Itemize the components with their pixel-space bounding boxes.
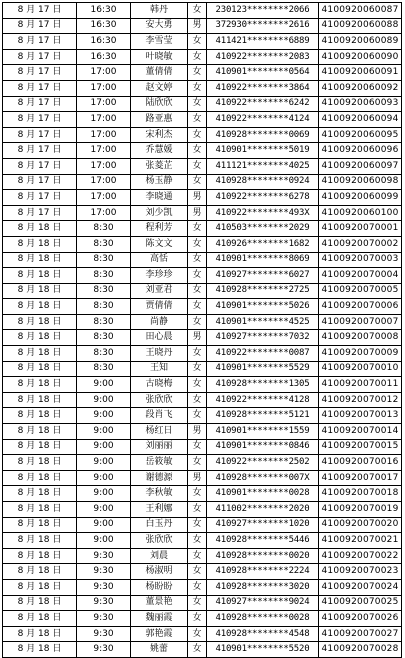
ticket-number-cell: 4100920070015	[319, 439, 402, 455]
gender-cell: 女	[188, 314, 207, 330]
name-cell: 安大勇	[131, 18, 188, 34]
id-number-cell: 410922********2083	[207, 49, 319, 65]
table-row	[3, 112, 402, 128]
name-cell: 刘少凯	[131, 205, 188, 221]
ticket-number-cell: 4100920070016	[319, 455, 402, 471]
name-cell: 张菱芷	[131, 158, 188, 174]
id-number-cell: 410901********1559	[207, 424, 319, 440]
time-cell: 17:00	[77, 80, 131, 96]
date-cell: 8 月 18 日	[3, 346, 77, 362]
date-cell: 8 月 18 日	[3, 439, 77, 455]
table-row	[3, 283, 402, 299]
time-cell: 9:30	[77, 626, 131, 642]
gender-cell: 女	[188, 361, 207, 377]
time-cell: 9:00	[77, 486, 131, 502]
gender-cell: 女	[188, 611, 207, 627]
time-cell: 9:30	[77, 548, 131, 564]
ticket-number-cell: 4100920060099	[319, 190, 402, 206]
date-cell: 8 月 17 日	[3, 112, 77, 128]
date-cell: 8 月 17 日	[3, 80, 77, 96]
table-row	[3, 408, 402, 424]
table-row	[3, 548, 402, 564]
ticket-number-cell: 4100920070004	[319, 268, 402, 284]
time-cell: 9:00	[77, 439, 131, 455]
id-number-cell: 410927********9024	[207, 595, 319, 611]
id-number-cell: 410928********2224	[207, 564, 319, 580]
time-cell: 9:30	[77, 564, 131, 580]
date-cell: 8 月 18 日	[3, 642, 77, 658]
table-row	[3, 221, 402, 237]
gender-cell: 女	[188, 236, 207, 252]
name-cell: 古晓梅	[131, 377, 188, 393]
time-cell: 8:30	[77, 221, 131, 237]
table-row	[3, 190, 402, 206]
date-cell: 8 月 18 日	[3, 502, 77, 518]
date-cell: 8 月 17 日	[3, 143, 77, 159]
date-cell: 8 月 18 日	[3, 236, 77, 252]
gender-cell: 女	[188, 96, 207, 112]
date-cell: 8 月 17 日	[3, 96, 77, 112]
name-cell: 韩丹	[131, 3, 188, 19]
name-cell: 陈文文	[131, 236, 188, 252]
id-number-cell: 410901********4525	[207, 314, 319, 330]
id-number-cell: 411121********4025	[207, 158, 319, 174]
name-cell: 郭艳霞	[131, 626, 188, 642]
time-cell: 17:00	[77, 96, 131, 112]
id-number-cell: 372930********2616	[207, 18, 319, 34]
ticket-number-cell: 4100920070019	[319, 502, 402, 518]
id-number-cell: 410927********6027	[207, 268, 319, 284]
date-cell: 8 月 18 日	[3, 299, 77, 315]
date-cell: 8 月 17 日	[3, 127, 77, 143]
name-cell: 李雪莹	[131, 34, 188, 50]
id-number-cell: 410922********6278	[207, 190, 319, 206]
ticket-number-cell: 4100920070001	[319, 221, 402, 237]
ticket-number-cell: 4100920060092	[319, 80, 402, 96]
time-cell: 8:30	[77, 346, 131, 362]
ticket-number-cell: 4100920070023	[319, 564, 402, 580]
gender-cell: 女	[188, 455, 207, 471]
ticket-number-cell: 4100920060088	[319, 18, 402, 34]
gender-cell: 女	[188, 564, 207, 580]
table-row	[3, 533, 402, 549]
ticket-number-cell: 4100920060093	[319, 96, 402, 112]
date-cell: 8 月 18 日	[3, 486, 77, 502]
ticket-number-cell: 4100920070006	[319, 299, 402, 315]
name-cell: 张欣欣	[131, 392, 188, 408]
gender-cell: 男	[188, 205, 207, 221]
name-cell: 王利娜	[131, 502, 188, 518]
date-cell: 8 月 18 日	[3, 470, 77, 486]
table-row	[3, 3, 402, 19]
table-row	[3, 595, 402, 611]
time-cell: 17:00	[77, 143, 131, 159]
gender-cell: 女	[188, 143, 207, 159]
date-cell: 8 月 18 日	[3, 314, 77, 330]
name-cell: 姚蕾	[131, 642, 188, 658]
id-number-cell: 410928********4548	[207, 626, 319, 642]
name-cell: 李晓通	[131, 190, 188, 206]
name-cell: 刘丽丽	[131, 439, 188, 455]
time-cell: 9:30	[77, 579, 131, 595]
id-number-cell: 410901********5019	[207, 143, 319, 159]
id-number-cell: 410928********5121	[207, 408, 319, 424]
table-row	[3, 34, 402, 50]
name-cell: 高恬	[131, 252, 188, 268]
ticket-number-cell: 4100920060097	[319, 158, 402, 174]
date-cell: 8 月 17 日	[3, 158, 77, 174]
date-cell: 8 月 18 日	[3, 424, 77, 440]
table-row	[3, 268, 402, 284]
time-cell: 8:30	[77, 314, 131, 330]
id-number-cell: 410503********2029	[207, 221, 319, 237]
time-cell: 16:30	[77, 18, 131, 34]
table-row	[3, 392, 402, 408]
roster-table	[2, 2, 402, 658]
gender-cell: 女	[188, 221, 207, 237]
gender-cell: 女	[188, 49, 207, 65]
name-cell: 魏丽霞	[131, 611, 188, 627]
table-row	[3, 314, 402, 330]
date-cell: 8 月 18 日	[3, 392, 77, 408]
ticket-number-cell: 4100920070017	[319, 470, 402, 486]
date-cell: 8 月 18 日	[3, 611, 77, 627]
name-cell: 杨红日	[131, 424, 188, 440]
ticket-number-cell: 4100920070003	[319, 252, 402, 268]
gender-cell: 女	[188, 408, 207, 424]
date-cell: 8 月 18 日	[3, 377, 77, 393]
table-row	[3, 377, 402, 393]
id-number-cell: 410928********1305	[207, 377, 319, 393]
gender-cell: 女	[188, 392, 207, 408]
gender-cell: 女	[188, 112, 207, 128]
date-cell: 8 月 18 日	[3, 361, 77, 377]
name-cell: 乔慧媛	[131, 143, 188, 159]
time-cell: 9:00	[77, 408, 131, 424]
ticket-number-cell: 4100920060089	[319, 34, 402, 50]
date-cell: 8 月 18 日	[3, 564, 77, 580]
gender-cell: 女	[188, 268, 207, 284]
ticket-number-cell: 4100920070020	[319, 517, 402, 533]
time-cell: 17:00	[77, 158, 131, 174]
name-cell: 杨玉静	[131, 174, 188, 190]
ticket-number-cell: 4100920070007	[319, 314, 402, 330]
name-cell: 陆欣欣	[131, 96, 188, 112]
name-cell: 贾倩倩	[131, 299, 188, 315]
date-cell: 8 月 18 日	[3, 548, 77, 564]
time-cell: 9:00	[77, 424, 131, 440]
date-cell: 8 月 17 日	[3, 49, 77, 65]
table-row	[3, 236, 402, 252]
table-row	[3, 127, 402, 143]
id-number-cell: 410922********493X	[207, 205, 319, 221]
id-number-cell: 410928********2725	[207, 283, 319, 299]
time-cell: 8:30	[77, 236, 131, 252]
time-cell: 9:00	[77, 455, 131, 471]
date-cell: 8 月 18 日	[3, 595, 77, 611]
gender-cell: 女	[188, 283, 207, 299]
table-row	[3, 424, 402, 440]
ticket-number-cell: 4100920070013	[319, 408, 402, 424]
name-cell: 李珍珍	[131, 268, 188, 284]
date-cell: 8 月 18 日	[3, 408, 77, 424]
time-cell: 17:00	[77, 112, 131, 128]
table-row	[3, 579, 402, 595]
gender-cell: 女	[188, 502, 207, 518]
ticket-number-cell: 4100920070009	[319, 346, 402, 362]
date-cell: 8 月 17 日	[3, 3, 77, 19]
name-cell: 董景艳	[131, 595, 188, 611]
time-cell: 9:30	[77, 611, 131, 627]
time-cell: 17:00	[77, 190, 131, 206]
name-cell: 赵文婷	[131, 80, 188, 96]
ticket-number-cell: 4100920070011	[319, 377, 402, 393]
time-cell: 9:00	[77, 533, 131, 549]
date-cell: 8 月 18 日	[3, 252, 77, 268]
date-cell: 8 月 17 日	[3, 65, 77, 81]
date-cell: 8 月 18 日	[3, 626, 77, 642]
ticket-number-cell: 4100920060098	[319, 174, 402, 190]
id-number-cell: 410922********0087	[207, 346, 319, 362]
roster-body	[3, 3, 402, 658]
table-row	[3, 174, 402, 190]
time-cell: 9:00	[77, 377, 131, 393]
gender-cell: 女	[188, 158, 207, 174]
time-cell: 8:30	[77, 268, 131, 284]
name-cell: 李秋敏	[131, 486, 188, 502]
id-number-cell: 410901********0846	[207, 439, 319, 455]
id-number-cell: 410928********0020	[207, 548, 319, 564]
gender-cell: 女	[188, 579, 207, 595]
ticket-number-cell: 4100920060094	[319, 112, 402, 128]
id-number-cell: 410901********5520	[207, 642, 319, 658]
name-cell: 路亚惠	[131, 112, 188, 128]
table-row	[3, 611, 402, 627]
time-cell: 17:00	[77, 127, 131, 143]
time-cell: 9:30	[77, 642, 131, 658]
ticket-number-cell: 4100920070024	[319, 579, 402, 595]
time-cell: 9:30	[77, 595, 131, 611]
name-cell: 宋利杰	[131, 127, 188, 143]
date-cell: 8 月 17 日	[3, 174, 77, 190]
name-cell: 谢德源	[131, 470, 188, 486]
ticket-number-cell: 4100920060096	[319, 143, 402, 159]
time-cell: 9:00	[77, 392, 131, 408]
id-number-cell: 410928********007X	[207, 470, 319, 486]
name-cell: 叶晓敏	[131, 49, 188, 65]
table-row	[3, 49, 402, 65]
name-cell: 尚静	[131, 314, 188, 330]
ticket-number-cell: 4100920070014	[319, 424, 402, 440]
name-cell: 段肖飞	[131, 408, 188, 424]
ticket-number-cell: 4100920060087	[319, 3, 402, 19]
table-row	[3, 65, 402, 81]
time-cell: 8:30	[77, 283, 131, 299]
gender-cell: 女	[188, 127, 207, 143]
gender-cell: 男	[188, 330, 207, 346]
ticket-number-cell: 4100920070026	[319, 611, 402, 627]
id-number-cell: 410928********0924	[207, 174, 319, 190]
date-cell: 8 月 17 日	[3, 18, 77, 34]
id-number-cell: 410928********0028	[207, 611, 319, 627]
table-row	[3, 470, 402, 486]
table-row	[3, 361, 402, 377]
name-cell: 白玉丹	[131, 517, 188, 533]
table-row	[3, 299, 402, 315]
roster-sheet	[2, 2, 401, 658]
name-cell: 刘亚君	[131, 283, 188, 299]
gender-cell: 女	[188, 626, 207, 642]
date-cell: 8 月 18 日	[3, 579, 77, 595]
table-row	[3, 564, 402, 580]
gender-cell: 女	[188, 3, 207, 19]
time-cell: 16:30	[77, 3, 131, 19]
id-number-cell: 410901********5529	[207, 361, 319, 377]
table-row	[3, 330, 402, 346]
gender-cell: 女	[188, 80, 207, 96]
gender-cell: 女	[188, 517, 207, 533]
ticket-number-cell: 4100920070008	[319, 330, 402, 346]
time-cell: 17:00	[77, 65, 131, 81]
gender-cell: 女	[188, 65, 207, 81]
ticket-number-cell: 4100920070018	[319, 486, 402, 502]
id-number-cell: 410928********0069	[207, 127, 319, 143]
ticket-number-cell: 4100920070028	[319, 642, 402, 658]
date-cell: 8 月 18 日	[3, 455, 77, 471]
gender-cell: 女	[188, 346, 207, 362]
gender-cell: 男	[188, 18, 207, 34]
time-cell: 8:30	[77, 330, 131, 346]
ticket-number-cell: 4100920060100	[319, 205, 402, 221]
date-cell: 8 月 18 日	[3, 533, 77, 549]
name-cell: 张欣欣	[131, 533, 188, 549]
table-row	[3, 626, 402, 642]
date-cell: 8 月 18 日	[3, 268, 77, 284]
id-number-cell: 410922********4124	[207, 112, 319, 128]
table-row	[3, 80, 402, 96]
id-number-cell: 410928********3020	[207, 579, 319, 595]
name-cell: 岳筱敏	[131, 455, 188, 471]
table-row	[3, 439, 402, 455]
gender-cell: 男	[188, 424, 207, 440]
table-row	[3, 158, 402, 174]
gender-cell: 女	[188, 252, 207, 268]
name-cell: 王晓丹	[131, 346, 188, 362]
time-cell: 8:30	[77, 252, 131, 268]
name-cell: 田心晨	[131, 330, 188, 346]
name-cell: 王知	[131, 361, 188, 377]
table-row	[3, 502, 402, 518]
name-cell: 程利芳	[131, 221, 188, 237]
date-cell: 8 月 18 日	[3, 330, 77, 346]
ticket-number-cell: 4100920070005	[319, 283, 402, 299]
time-cell: 16:30	[77, 49, 131, 65]
id-number-cell: 410922********3864	[207, 80, 319, 96]
ticket-number-cell: 4100920060091	[319, 65, 402, 81]
id-number-cell: 410922********2502	[207, 455, 319, 471]
id-number-cell: 410927********7032	[207, 330, 319, 346]
gender-cell: 男	[188, 470, 207, 486]
gender-cell: 女	[188, 533, 207, 549]
name-cell: 董倩倩	[131, 65, 188, 81]
gender-cell: 女	[188, 595, 207, 611]
date-cell: 8 月 18 日	[3, 283, 77, 299]
gender-cell: 女	[188, 174, 207, 190]
id-number-cell: 410901********8069	[207, 252, 319, 268]
id-number-cell: 410901********0564	[207, 65, 319, 81]
id-number-cell: 410927********1020	[207, 517, 319, 533]
date-cell: 8 月 18 日	[3, 221, 77, 237]
table-row	[3, 346, 402, 362]
ticket-number-cell: 4100920070022	[319, 548, 402, 564]
time-cell: 17:00	[77, 174, 131, 190]
ticket-number-cell: 4100920070025	[319, 595, 402, 611]
name-cell: 杨盼盼	[131, 579, 188, 595]
id-number-cell: 411421********6889	[207, 34, 319, 50]
gender-cell: 女	[188, 548, 207, 564]
time-cell: 9:00	[77, 502, 131, 518]
time-cell: 17:00	[77, 205, 131, 221]
id-number-cell: 230123********2066	[207, 3, 319, 19]
ticket-number-cell: 4100920070012	[319, 392, 402, 408]
ticket-number-cell: 4100920060090	[319, 49, 402, 65]
id-number-cell: 410901********5026	[207, 299, 319, 315]
table-row	[3, 642, 402, 658]
table-row	[3, 18, 402, 34]
gender-cell: 女	[188, 642, 207, 658]
id-number-cell: 410922********6242	[207, 96, 319, 112]
id-number-cell: 410922********4128	[207, 392, 319, 408]
date-cell: 8 月 17 日	[3, 34, 77, 50]
id-number-cell: 410926********1682	[207, 236, 319, 252]
id-number-cell: 410901********0028	[207, 486, 319, 502]
id-number-cell: 410928********5446	[207, 533, 319, 549]
time-cell: 8:30	[77, 361, 131, 377]
date-cell: 8 月 18 日	[3, 517, 77, 533]
table-row	[3, 252, 402, 268]
gender-cell: 女	[188, 377, 207, 393]
time-cell: 16:30	[77, 34, 131, 50]
time-cell: 9:00	[77, 470, 131, 486]
gender-cell: 女	[188, 439, 207, 455]
id-number-cell: 411002********2020	[207, 502, 319, 518]
date-cell: 8 月 17 日	[3, 205, 77, 221]
gender-cell: 女	[188, 299, 207, 315]
gender-cell: 女	[188, 486, 207, 502]
ticket-number-cell: 4100920070021	[319, 533, 402, 549]
table-row	[3, 96, 402, 112]
table-row	[3, 486, 402, 502]
gender-cell: 男	[188, 190, 207, 206]
ticket-number-cell: 4100920070002	[319, 236, 402, 252]
date-cell: 8 月 17 日	[3, 190, 77, 206]
name-cell: 刘晨	[131, 548, 188, 564]
ticket-number-cell: 4100920060095	[319, 127, 402, 143]
time-cell: 9:00	[77, 517, 131, 533]
ticket-number-cell: 4100920070010	[319, 361, 402, 377]
name-cell: 杨淑明	[131, 564, 188, 580]
table-row	[3, 455, 402, 471]
ticket-number-cell: 4100920070027	[319, 626, 402, 642]
gender-cell: 女	[188, 34, 207, 50]
table-row	[3, 205, 402, 221]
table-row	[3, 517, 402, 533]
table-row	[3, 143, 402, 159]
time-cell: 8:30	[77, 299, 131, 315]
